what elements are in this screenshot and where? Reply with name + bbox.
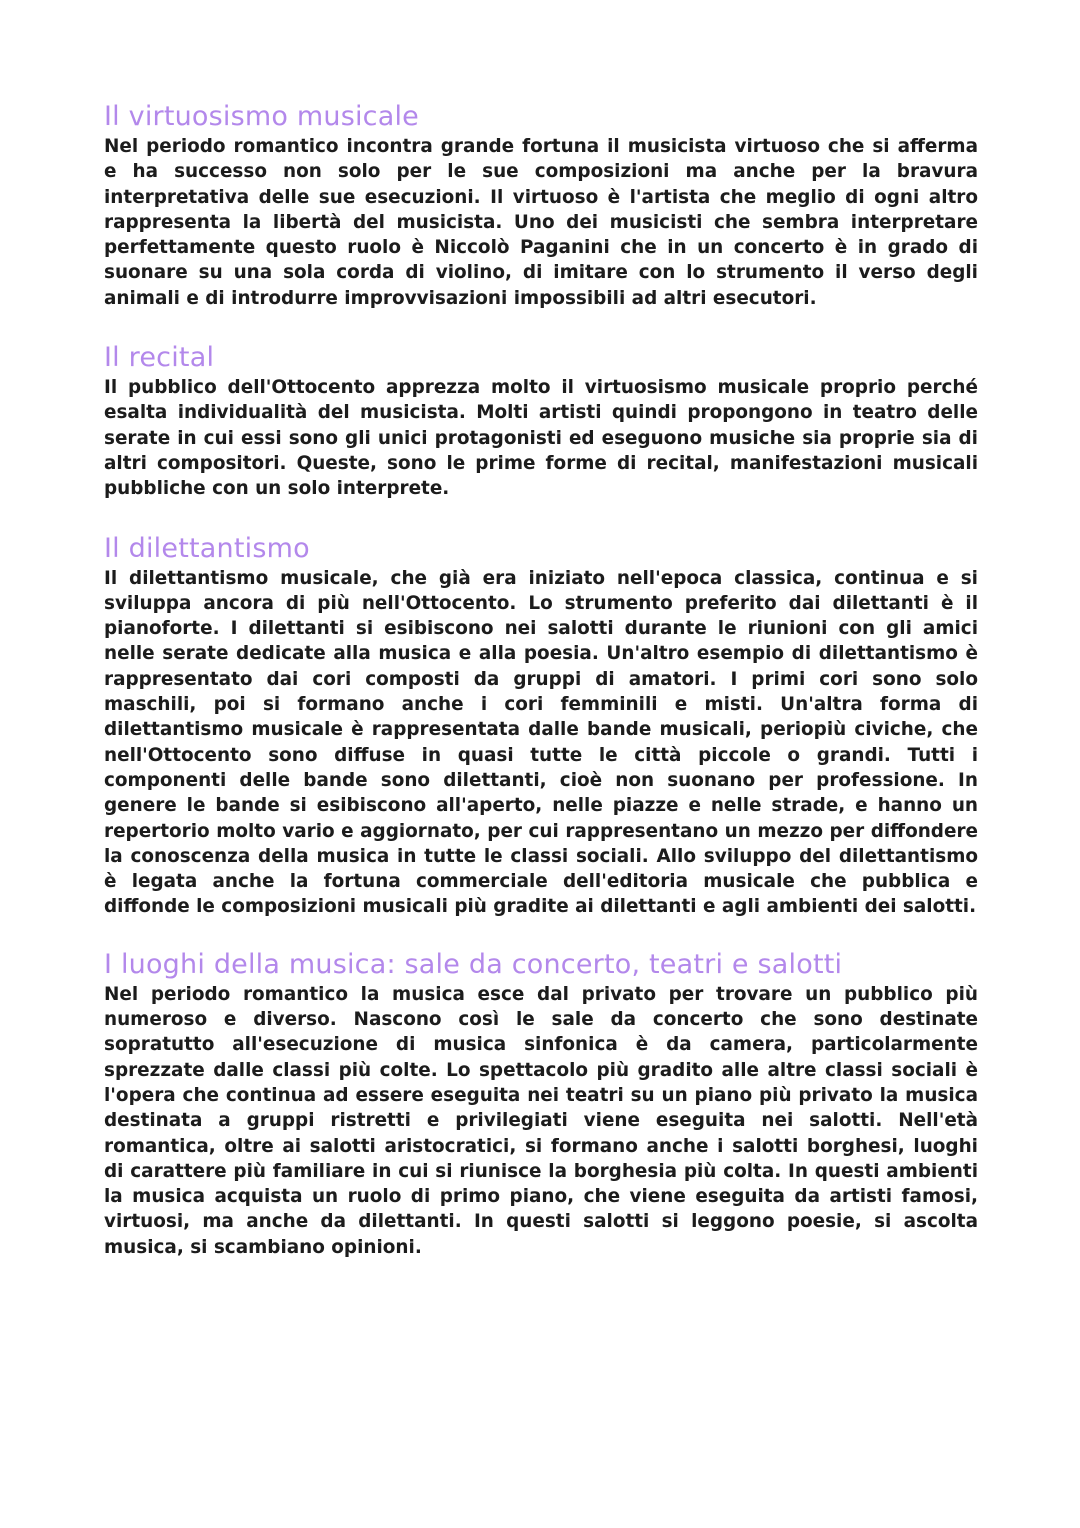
section-title: I luoghi della musica: sale da concerto, teatri e salotti [104, 948, 843, 980]
section-title: Il virtuosismo musicale [104, 101, 419, 132]
section-paragraph: Il pubblico dell'Ottocento apprezza molto il virtuosismo musicale proprio perché esalta individualità del musicista. Molti artisti quindi propongono in teatro delle serate in cui essi sono gli unici protagonisti ed eseguono musiche sia proprie sia di altri compositori. Queste, sono le prime forme di recital, manifestazioni musicali pubbliche con un solo interprete. [104, 377, 978, 500]
document-page [104, 100, 978, 1260]
section-paragraph: Il dilettantismo musicale, che già era iniziato nell'epoca classica, continua e si sviluppa ancora di più nell'Ottocento. Lo strumento preferito dai dilettanti è il pianoforte. I dilettanti si esibiscono nei salotti durante le riunioni con gli amici nelle serate dedicate alla musica e alla poesia. Un'altro esempio di dilettantismo è rappresentato dai cori composti da gruppi di amatori. I primi cori sono solo maschili, poi si formano anche i cori femminili e misti. Un'altra forma di dilettantismo musicale è rappresentata dalle bande musicali, periopiù civiche, che nell'Ottocento sono diffuse in quasi tutte le città piccole o grandi. Tutti i componenti delle bande sono dilettanti, cioè non suonano per professione. In genere le bande si esibiscono all'aperto, nelle piazze e nelle strade, e hanno un repertorio molto vario e aggiornato, per cui rappresentano un mezzo per diffondere la conoscenza della musica in tutte le classi sociali. Allo sviluppo del dilettantismo è legata anche la fortuna commerciale dell'editoria musicale che pubblica e diffonde le composizioni musicali più gradite ai dilettanti e agli ambienti dei salotti. [104, 567, 978, 918]
section-dilettantismo [104, 532, 978, 920]
section-virtuosismo [104, 100, 978, 311]
section-recital [104, 341, 978, 501]
section-title: Il dilettantismo [104, 532, 310, 564]
section-paragraph: Nel periodo romantico la musica esce dal privato per trovare un pubblico più numeroso e diverso. Nascono così le sale da concerto che sono destinate sopratutto all'esecuzione di musica sinfonica è da camera, particolarmente sprezzate dalle classi più colte. Lo spettacolo più gradito alle altre classi sociali è l'opera che continua ad essere eseguita nei teatri su un piano più privato la musica destinata a gruppi ristretti e privilegiati viene eseguita nei salotti. Nell'età romantica, oltre ai salotti aristocratici, si formano anche i salotti borghesi, luoghi di carattere più familiare in cui si riunisce la borghesia più colta. In questi ambienti la musica acquista un ruolo di primo piano, che viene eseguita da artisti famosi, virtuosi, ma anche da dilettanti. In questi salotti si leggono poesie, si ascolta musica, si scambiano opinioni. [104, 983, 978, 1258]
section-luoghi-della-musica [104, 948, 978, 1260]
section-paragraph: Nel periodo romantico incontra grande fortuna il musicista virtuoso che si afferma e ha successo non solo per le sue composizioni ma anche per la bravura interpretativa delle sue esecuzioni. Il virtuoso è l'artista che meglio di ogni altro rappresenta la libertà del musicista. Uno dei musicisti che sembra interpretare perfettamente questo ruolo è Niccolò Paganini che in un concerto è in grado di suonare su una sola corda di violino, di imitare con lo strumento il verso degli animali e di introdurre improvvisazioni impossibili ad altri esecutori. [104, 136, 978, 309]
section-title: Il recital [104, 342, 215, 374]
